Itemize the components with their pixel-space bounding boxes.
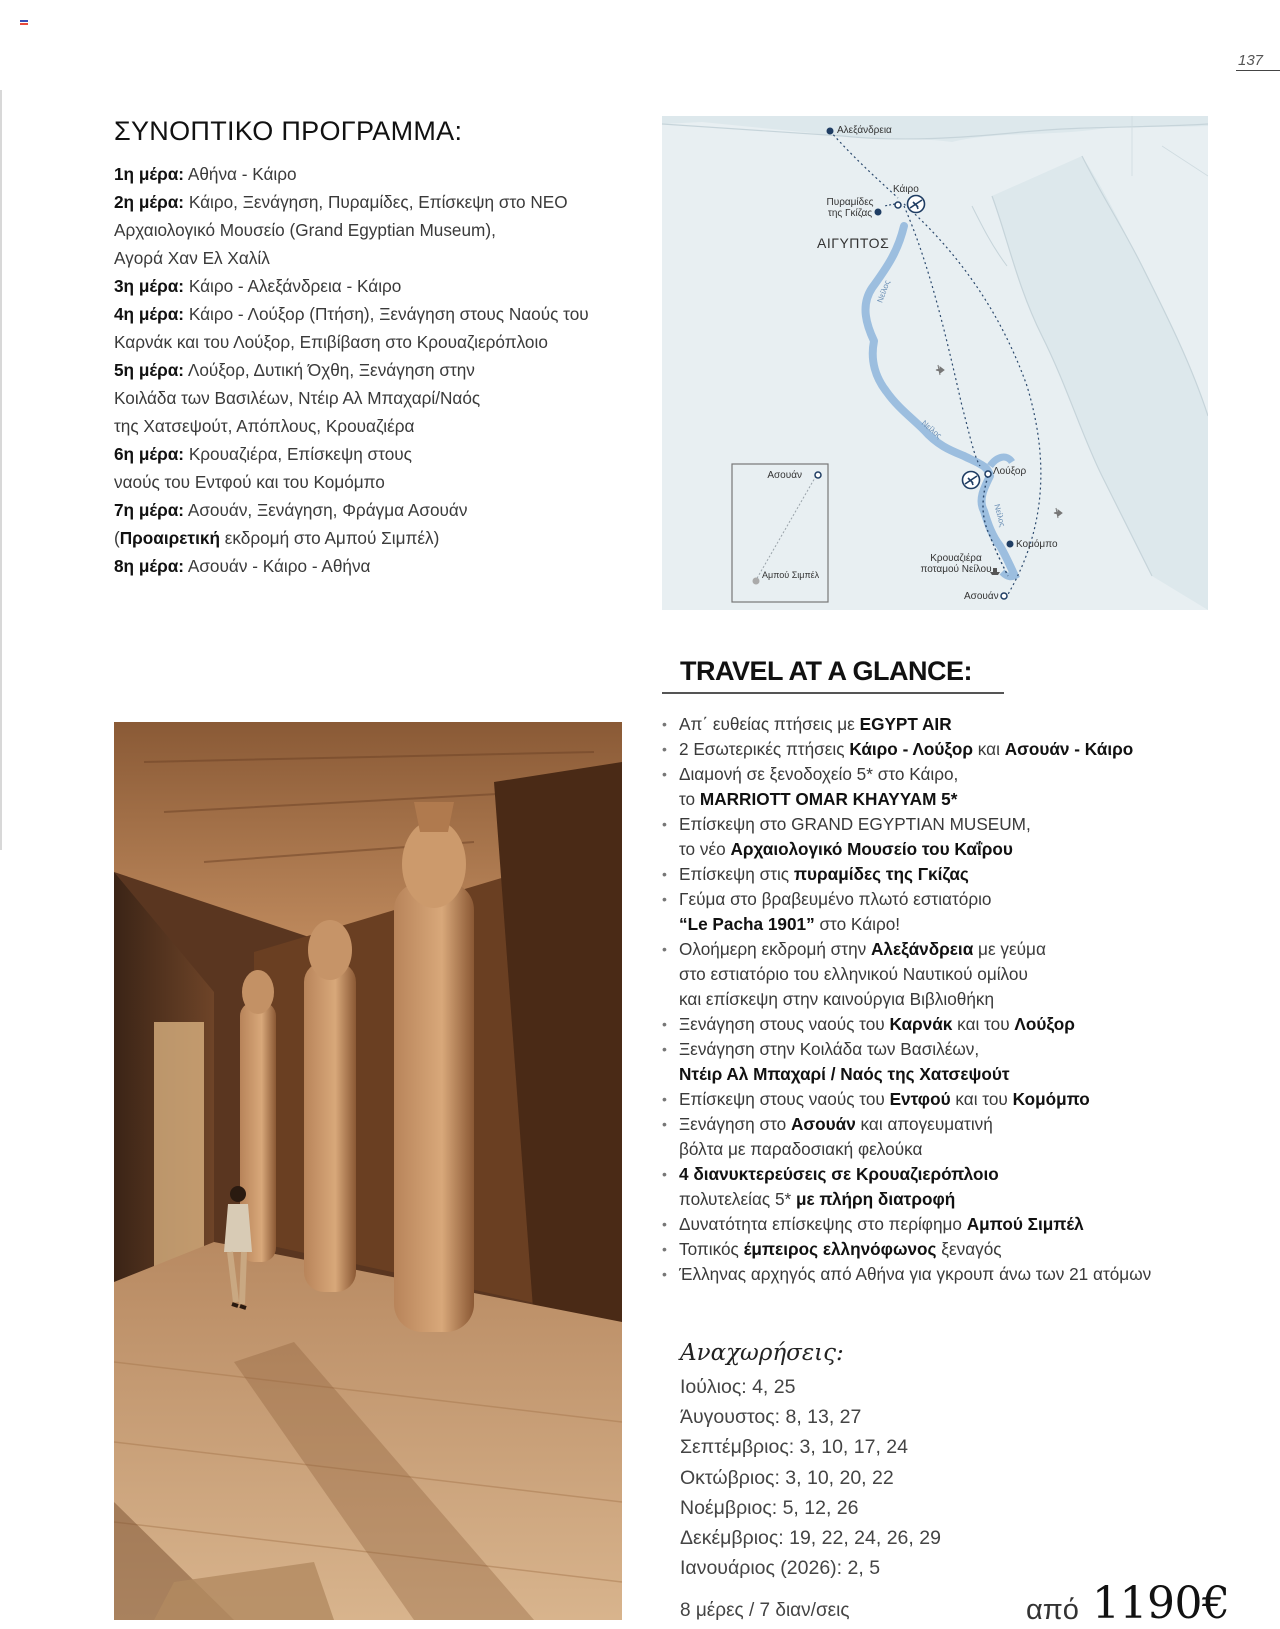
day-text: Λούξορ, Δυτική Όχθη, Ξενάγηση στην	[187, 360, 475, 380]
glance-item: • Επίσκεψη στο GRAND EGYPTIAN MUSEUM, το νέο Αρχαιολογικό Μουσείο του Καΐρου	[662, 812, 1262, 862]
glance-item: • Ολοήμερη εκδρομή στην Αλεξάνδρεια με γεύμα στο εστιατόριο του ελληνικού Ναυτικού ομίλου και επίσκεψη στην καινούργια Βιβλιοθήκη	[662, 937, 1262, 1012]
flag-icon	[20, 20, 28, 27]
map-label-pyramids	[824, 197, 876, 219]
day-label: 4η μέρα:	[114, 304, 185, 324]
price-amount: 1190€	[1092, 1578, 1230, 1629]
departure-month: Ιούλιος: 4, 25	[680, 1376, 796, 1398]
glance-item: • Έλληνας αρχηγός από Αθήνα για γκρουπ άνω των 21 ατόμων	[662, 1262, 1262, 1287]
glance-title-underline	[662, 692, 1004, 694]
program-day	[114, 552, 634, 580]
map-label-pyramids-line: Πυραμίδες	[826, 197, 874, 208]
departure-month: Σεπτέμβριος: 3, 10, 17, 24	[680, 1436, 908, 1459]
program-day	[114, 496, 634, 552]
glance-item: • Γεύμα στο βραβευμένο πλωτό εστιατόριο “Le Pacha 1901” στο Κάιρο!	[662, 887, 1262, 937]
map-label-aswan: Ασουάν	[964, 591, 999, 602]
map-label-nile: Νείλος	[919, 418, 944, 441]
map-label-cruise	[916, 553, 996, 575]
glance-list	[662, 712, 1262, 1287]
nile-river	[990, 457, 1012, 466]
glance-item: • Ξενάγηση στους ναούς του Καρνάκ και του Λούξορ	[662, 1012, 1262, 1037]
day-label: 8η μέρα:	[114, 556, 185, 576]
map-label-pyramids-line: της Γκίζας	[827, 208, 873, 219]
day-label: 7η μέρα:	[114, 500, 185, 520]
map-label-nile: Νείλος	[992, 503, 1008, 528]
cairo-marker	[895, 202, 901, 208]
program-day	[114, 440, 634, 496]
program-day	[114, 356, 634, 440]
day-text: Ασουάν, Ξενάγηση, Φράγμα Ασουάν	[187, 500, 468, 520]
day-text: Κάιρο, Ξενάγηση, Πυραμίδες, Επίσκεψη στο ΝΕΟ	[188, 192, 568, 212]
day-text: Αθήνα - Κάιρο	[187, 164, 297, 184]
route-pyramids	[884, 204, 895, 206]
map-label-nile: Νείλος	[875, 279, 892, 304]
nile-river	[866, 226, 1014, 574]
day-text: Ασουάν - Κάιρο - Αθήνα	[187, 556, 371, 576]
day-text: Κάιρο - Αλεξάνδρεια - Κάιρο	[188, 276, 402, 296]
departure-month: Δεκέμβριος: 19, 22, 24, 26, 29	[680, 1527, 941, 1550]
abu-simbel-illustration	[114, 722, 622, 1620]
route-map	[662, 116, 1208, 610]
glance-item: • Επίσκεψη στους ναούς του Εντφού και του Κομόμπο	[662, 1087, 1262, 1112]
map-graphic	[662, 116, 1208, 610]
day-label: 1η μέρα:	[114, 164, 185, 184]
glance-item: • Διαμονή σε ξενοδοχείο 5* στο Κάιρο, το MARRIOTT OMAR KHAYYAM 5*	[662, 762, 1262, 812]
map-label-alexandria: Αλεξάνδρεια	[837, 125, 892, 136]
departures-title: Αναχωρήσεις:	[680, 1340, 844, 1366]
glance-item: • Δυνατότητα επίσκεψης στο περίφημο Αμπού Σιμπέλ	[662, 1212, 1262, 1237]
abu-simbel-marker	[753, 578, 760, 585]
osiride-statue	[394, 802, 474, 1332]
glance-item: • 2 Εσωτερικές πτήσεις Κάιρο - Λούξορ και Ασουάν - Κάιρο	[662, 737, 1262, 762]
price-prefix: από	[1026, 1594, 1079, 1626]
day-text: (	[114, 528, 120, 548]
departure-month: Άυγουστος: 8, 13, 27	[680, 1406, 862, 1429]
day-text: της Χατσεψούτ, Απόπλους, Κρουαζιέρα	[114, 416, 415, 436]
glance-item: • Τοπικός έμπειρος ελληνόφωνος ξεναγός	[662, 1237, 1262, 1262]
departure-month: Νοέμβριος: 5, 12, 26	[680, 1496, 859, 1519]
map-label-abu-simbel: Αμπού Σιμπέλ	[762, 570, 820, 580]
day-text: Καρνάκ και του Λούξορ, Επιβίβαση στο Κρουαζιερόπλοιο	[114, 332, 548, 352]
program-title: ΣΥΝΟΠΤΙΚΟ ΠΡΟΓΡΑΜΜΑ:	[114, 116, 463, 146]
margin-line	[0, 90, 2, 850]
page-number-rule	[1236, 70, 1280, 71]
map-label-cruise-line: Κρουαζιέρα	[930, 553, 982, 564]
day-label: 2η μέρα:	[114, 192, 185, 212]
airplane-icon	[1054, 508, 1062, 518]
aswan-marker	[1001, 593, 1007, 599]
program-list	[114, 160, 634, 580]
map-label-luxor: Λούξορ	[993, 466, 1027, 477]
map-label-kom-ombo: Κομόμπο	[1016, 539, 1058, 550]
glance-item: • Απ΄ ευθείας πτήσεις με EGYPT AIR	[662, 712, 1262, 737]
program-day	[114, 272, 634, 300]
departures-list	[680, 1372, 941, 1583]
inset-aswan-marker	[815, 472, 821, 478]
map-label-cruise-line: ποταμού Νείλου	[920, 564, 992, 575]
kom-ombo-marker	[1007, 541, 1014, 548]
map-label-egypt: ΑΙΓΥΠΤΟΣ	[817, 235, 890, 251]
departure-month: Οκτώβριος: 3, 10, 20, 22	[680, 1466, 894, 1489]
glance-title: TRAVEL AT A GLANCE:	[680, 656, 972, 686]
day-text: Κρουαζιέρα, Επίσκεψη στους	[188, 444, 412, 464]
luxor-marker	[985, 471, 991, 477]
alexandria-marker	[827, 128, 834, 135]
day-text: Κάιρο - Λούξορ (Πτήση), Ξενάγηση στους Ναούς του	[188, 304, 589, 324]
departure-month: Ιανουάριος (2026): 2, 5	[680, 1557, 881, 1580]
osiride-statue	[304, 920, 356, 1292]
trip-duration: 8 μέρες / 7 διαν/σεις	[680, 1600, 850, 1621]
program-day	[114, 300, 634, 356]
day-text: εκδρομή στο Αμπού Σιμπέλ)	[219, 528, 440, 548]
glance-item: • 4 διανυκτερεύσεις σε Κρουαζιερόπλοιο πολυτελείας 5* με πλήρη διατροφή	[662, 1162, 1262, 1212]
day-text: ναούς του Εντφού και του Κομόμπο	[114, 472, 385, 492]
airplane-icon	[936, 365, 944, 375]
route-aswan-abu-simbel	[756, 476, 816, 580]
glance-item: • Ξενάγηση στο Ασουάν και απογευματινή βόλτα με παραδοσιακή φελούκα	[662, 1112, 1262, 1162]
day-text: Κοιλάδα των Βασιλέων, Ντέιρ Αλ Μπαχαρί/Ναός	[114, 388, 481, 408]
day-label: 5η μέρα:	[114, 360, 185, 380]
inset-box	[732, 464, 828, 602]
day-text: Αρχαιολογικό Μουσείο (Grand Egyptian Museum),	[114, 220, 496, 240]
day-label: 3η μέρα:	[114, 276, 185, 296]
map-label-inset-aswan: Ασουάν	[767, 470, 802, 481]
day-text-bold: Προαιρετική	[119, 528, 220, 548]
map-label-cairo: Κάιρο	[893, 184, 919, 195]
temple-photo	[114, 722, 622, 1620]
program-day	[114, 160, 634, 188]
route-alexandria-cairo	[830, 131, 898, 198]
day-label: 6η μέρα:	[114, 444, 185, 464]
glance-item: • Ξενάγηση στην Κοιλάδα των Βασιλέων, Ντέιρ Αλ Μπαχαρί / Ναός της Χατσεψούτ	[662, 1037, 1262, 1087]
day-text: Αγορά Χαν Ελ Χαλίλ	[114, 248, 270, 268]
page-number: 137	[1238, 52, 1264, 69]
program-day	[114, 188, 634, 272]
glance-item: • Επίσκεψη στις πυραμίδες της Γκίζας	[662, 862, 1262, 887]
